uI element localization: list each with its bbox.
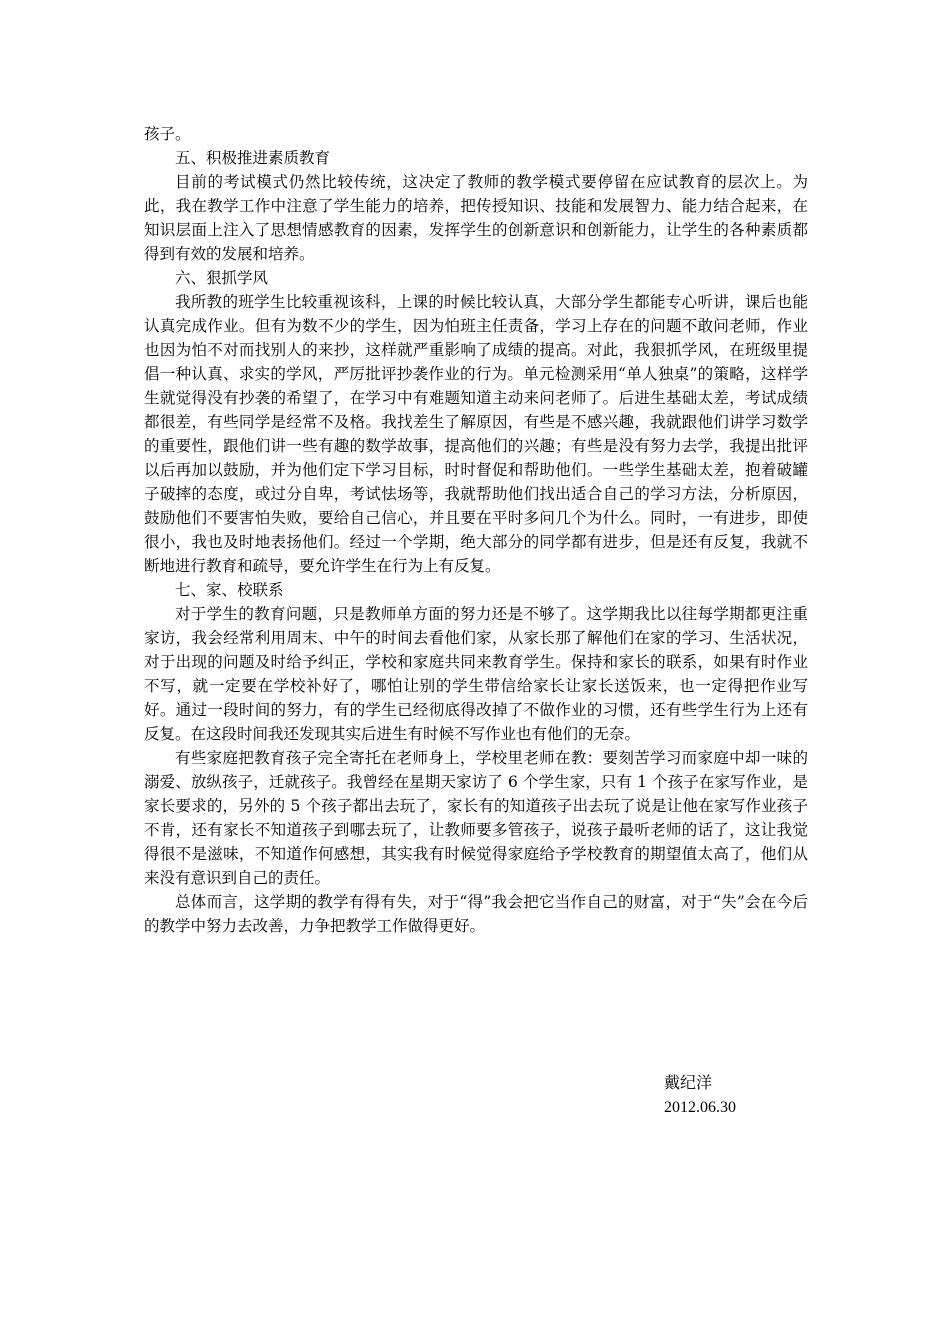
document-body bbox=[144, 122, 808, 938]
paragraph: 我所教的班学生比较重视该科，上课的时候比较认真，大部分学生都能专心听讲，课后也能认真完成作业。但有为数不少的学生，因为怕班主任责备，学习上存在的问题不敢问老师，作业也因为怕不对而找别人的来抄，这样就严重影响了成绩的提高。对此，我狠抓学风，在班级里提倡一种认真、求实的学风，严厉批评抄袭作业的行为。单元检测采用“单人独桌”的策略，这样学生就觉得没有抄袭的希望了，在学习中有难题知道主动来问老师了。后进生基础太差，考试成绩都很差，有些同学是经常不及格。我找差生了解原因，有些是不感兴趣，我就跟他们讲学习数学的重要性，跟他们讲一些有趣的数学故事，提高他们的兴趣；有些是没有努力去学，我提出批评以后再加以鼓励，并为他们定下学习目标，时时督促和帮助他们。一些学生基础太差，抱着破罐子破摔的态度，或过分自卑，考试怯场等，我就帮助他们找出适合自己的学习方法，分析原因，鼓励他们不要害怕失败，要给自己信心，并且要在平时多问几个为什么。同时，一有进步，即使很小，我也及时地表扬他们。经过一个学期，绝大部分的同学都有进步，但是还有反复，我就不断地进行教育和疏导，要允许学生在行为上有反复。 bbox=[144, 293, 808, 575]
section-heading: 五、积极推进素质教育 bbox=[175, 149, 331, 167]
author-name: 戴纪洋 bbox=[664, 1073, 713, 1092]
paragraph: 有些家庭把教育孩子完全寄托在老师身上，学校里老师在教：要刻苦学习而家庭中却一味的溺爱、放纵孩子，迁就孩子。我曾经在星期天家访了 6 个学生家，只有 1 个孩子在家写作业，是家长要求的，另外的 5 个孩子都出去玩了，家长有的知道孩子出去玩了说是让他在家写作业孩子不肯，还有家长不知道孩子到哪去玩了，让教师要多管孩子，说孩子最听老师的话了，这让我觉得很不是滋味，不知道作何感想，其实我有时候觉得家庭给予学校教育的期望值太高了，他们从来没有意识到自己的责任。 bbox=[144, 749, 808, 887]
paragraph: 对于学生的教育问题，只是教师单方面的努力还是不够了。这学期我比以往每学期都更注重家访，我会经常利用周末、中午的时间去看他们家，从家长那了解他们在家的学习、生活状况，对于出现的问题及时给予纠正，学校和家庭共同来教育学生。保持和家长的联系，如果有时作业不写，就一定要在学校补好了，哪怕让别的学生带信给家长让家长送饭来，也一定得把作业写好。通过一段时间的努力，有的学生已经彻底得改掉了不做作业的习惯，还有些学生行为上还有反复。在这段时间我还发现其实后进生有时候不写作业也有他们的无奈。 bbox=[144, 605, 808, 743]
section-heading: 七、家、校联系 bbox=[175, 581, 284, 599]
section-heading: 六、狠抓学风 bbox=[175, 269, 269, 287]
paragraph: 总体而言，这学期的教学有得有失，对于“得”我会把它当作自己的财富，对于“失”会在今后的教学中努力去改善，力争把教学工作做得更好。 bbox=[144, 893, 808, 935]
signature-date: 2012.06.30 bbox=[664, 1099, 736, 1116]
signature-block bbox=[664, 1070, 736, 1120]
paragraph: 孩子。 bbox=[144, 125, 191, 143]
paragraph: 目前的考试模式仍然比较传统，这决定了教师的教学模式要停留在应试教育的层次上。为此，我在教学工作中注意了学生能力的培养，把传授知识、技能和发展智力、能力结合起来，在知识层面上注入了思想情感教育的因素，发挥学生的创新意识和创新能力，让学生的各种素质都得到有效的发展和培养。 bbox=[144, 173, 808, 263]
